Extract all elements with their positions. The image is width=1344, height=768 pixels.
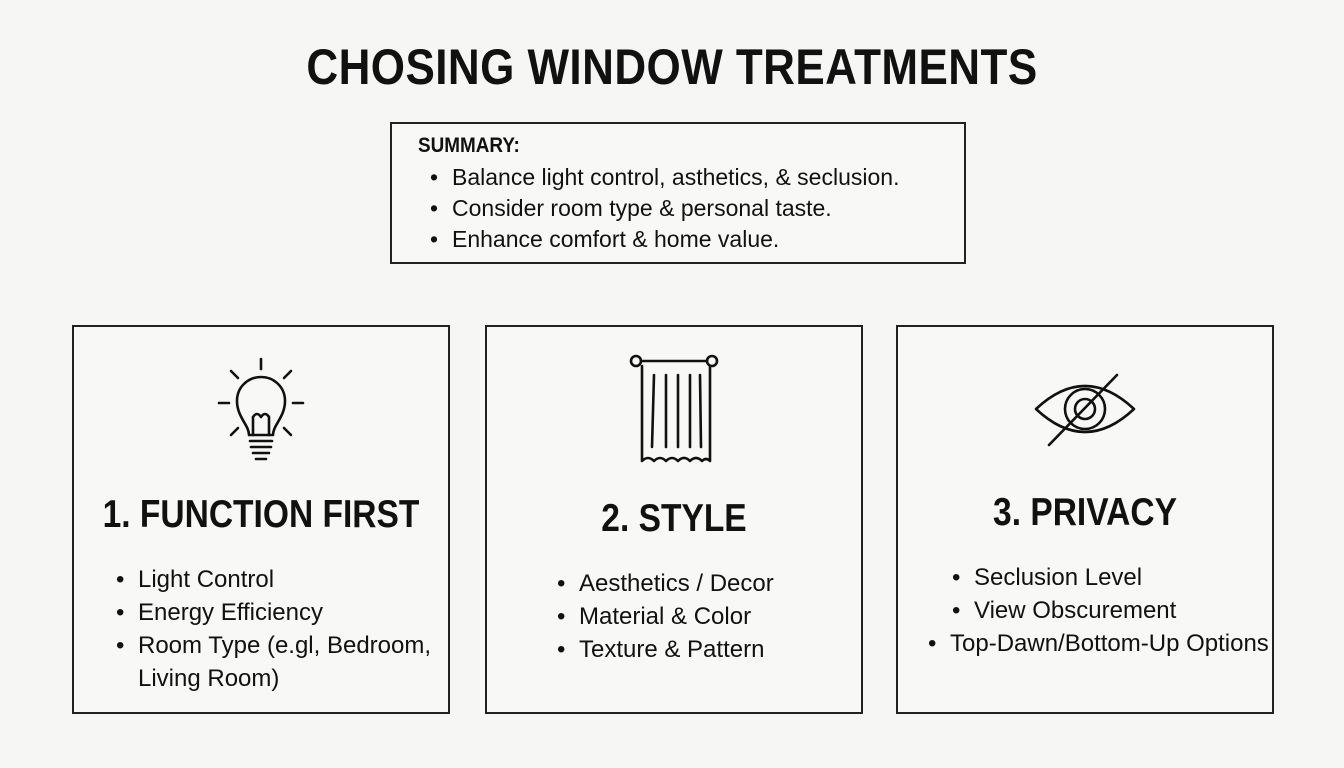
curtain-icon — [487, 351, 861, 469]
card-privacy — [896, 325, 1274, 714]
card-list — [922, 561, 1269, 660]
summary-item: • Consider room type & personal taste. — [418, 193, 938, 224]
card-heading: 3. PRIVACY — [993, 491, 1177, 534]
card-item: • Top-Dawn/Bottom-Up Options — [922, 627, 1269, 660]
card-item: • Light Control — [110, 563, 438, 596]
card-item: • Texture & Pattern — [551, 633, 774, 666]
summary-box — [390, 122, 966, 264]
card-item: • Energy Efficiency — [110, 596, 438, 629]
card-heading: 1. FUNCTION FIRST — [102, 493, 420, 536]
lightbulb-icon — [74, 355, 448, 467]
card-item: • Material & Color — [551, 600, 774, 633]
card-list — [110, 563, 438, 695]
summary-heading: SUMMARY: — [418, 134, 520, 157]
summary-item: • Enhance comfort & home value. — [418, 224, 938, 255]
card-style — [485, 325, 863, 714]
card-item: • View Obscurement — [946, 594, 1269, 627]
page-title: CHOSING WINDOW TREATMENTS — [306, 39, 1038, 95]
card-item: • Aesthetics / Decor — [551, 567, 774, 600]
card-item: • Room Type (e.gl, Bedroom, Living Room) — [110, 629, 438, 695]
card-item: • Seclusion Level — [946, 561, 1269, 594]
eye-slash-icon — [898, 371, 1272, 451]
card-list — [551, 567, 774, 666]
summary-list — [418, 162, 938, 255]
summary-item: • Balance light control, asthetics, & seclusion. — [418, 162, 938, 193]
card-heading: 2. STYLE — [601, 497, 747, 540]
card-function-first — [72, 325, 450, 714]
